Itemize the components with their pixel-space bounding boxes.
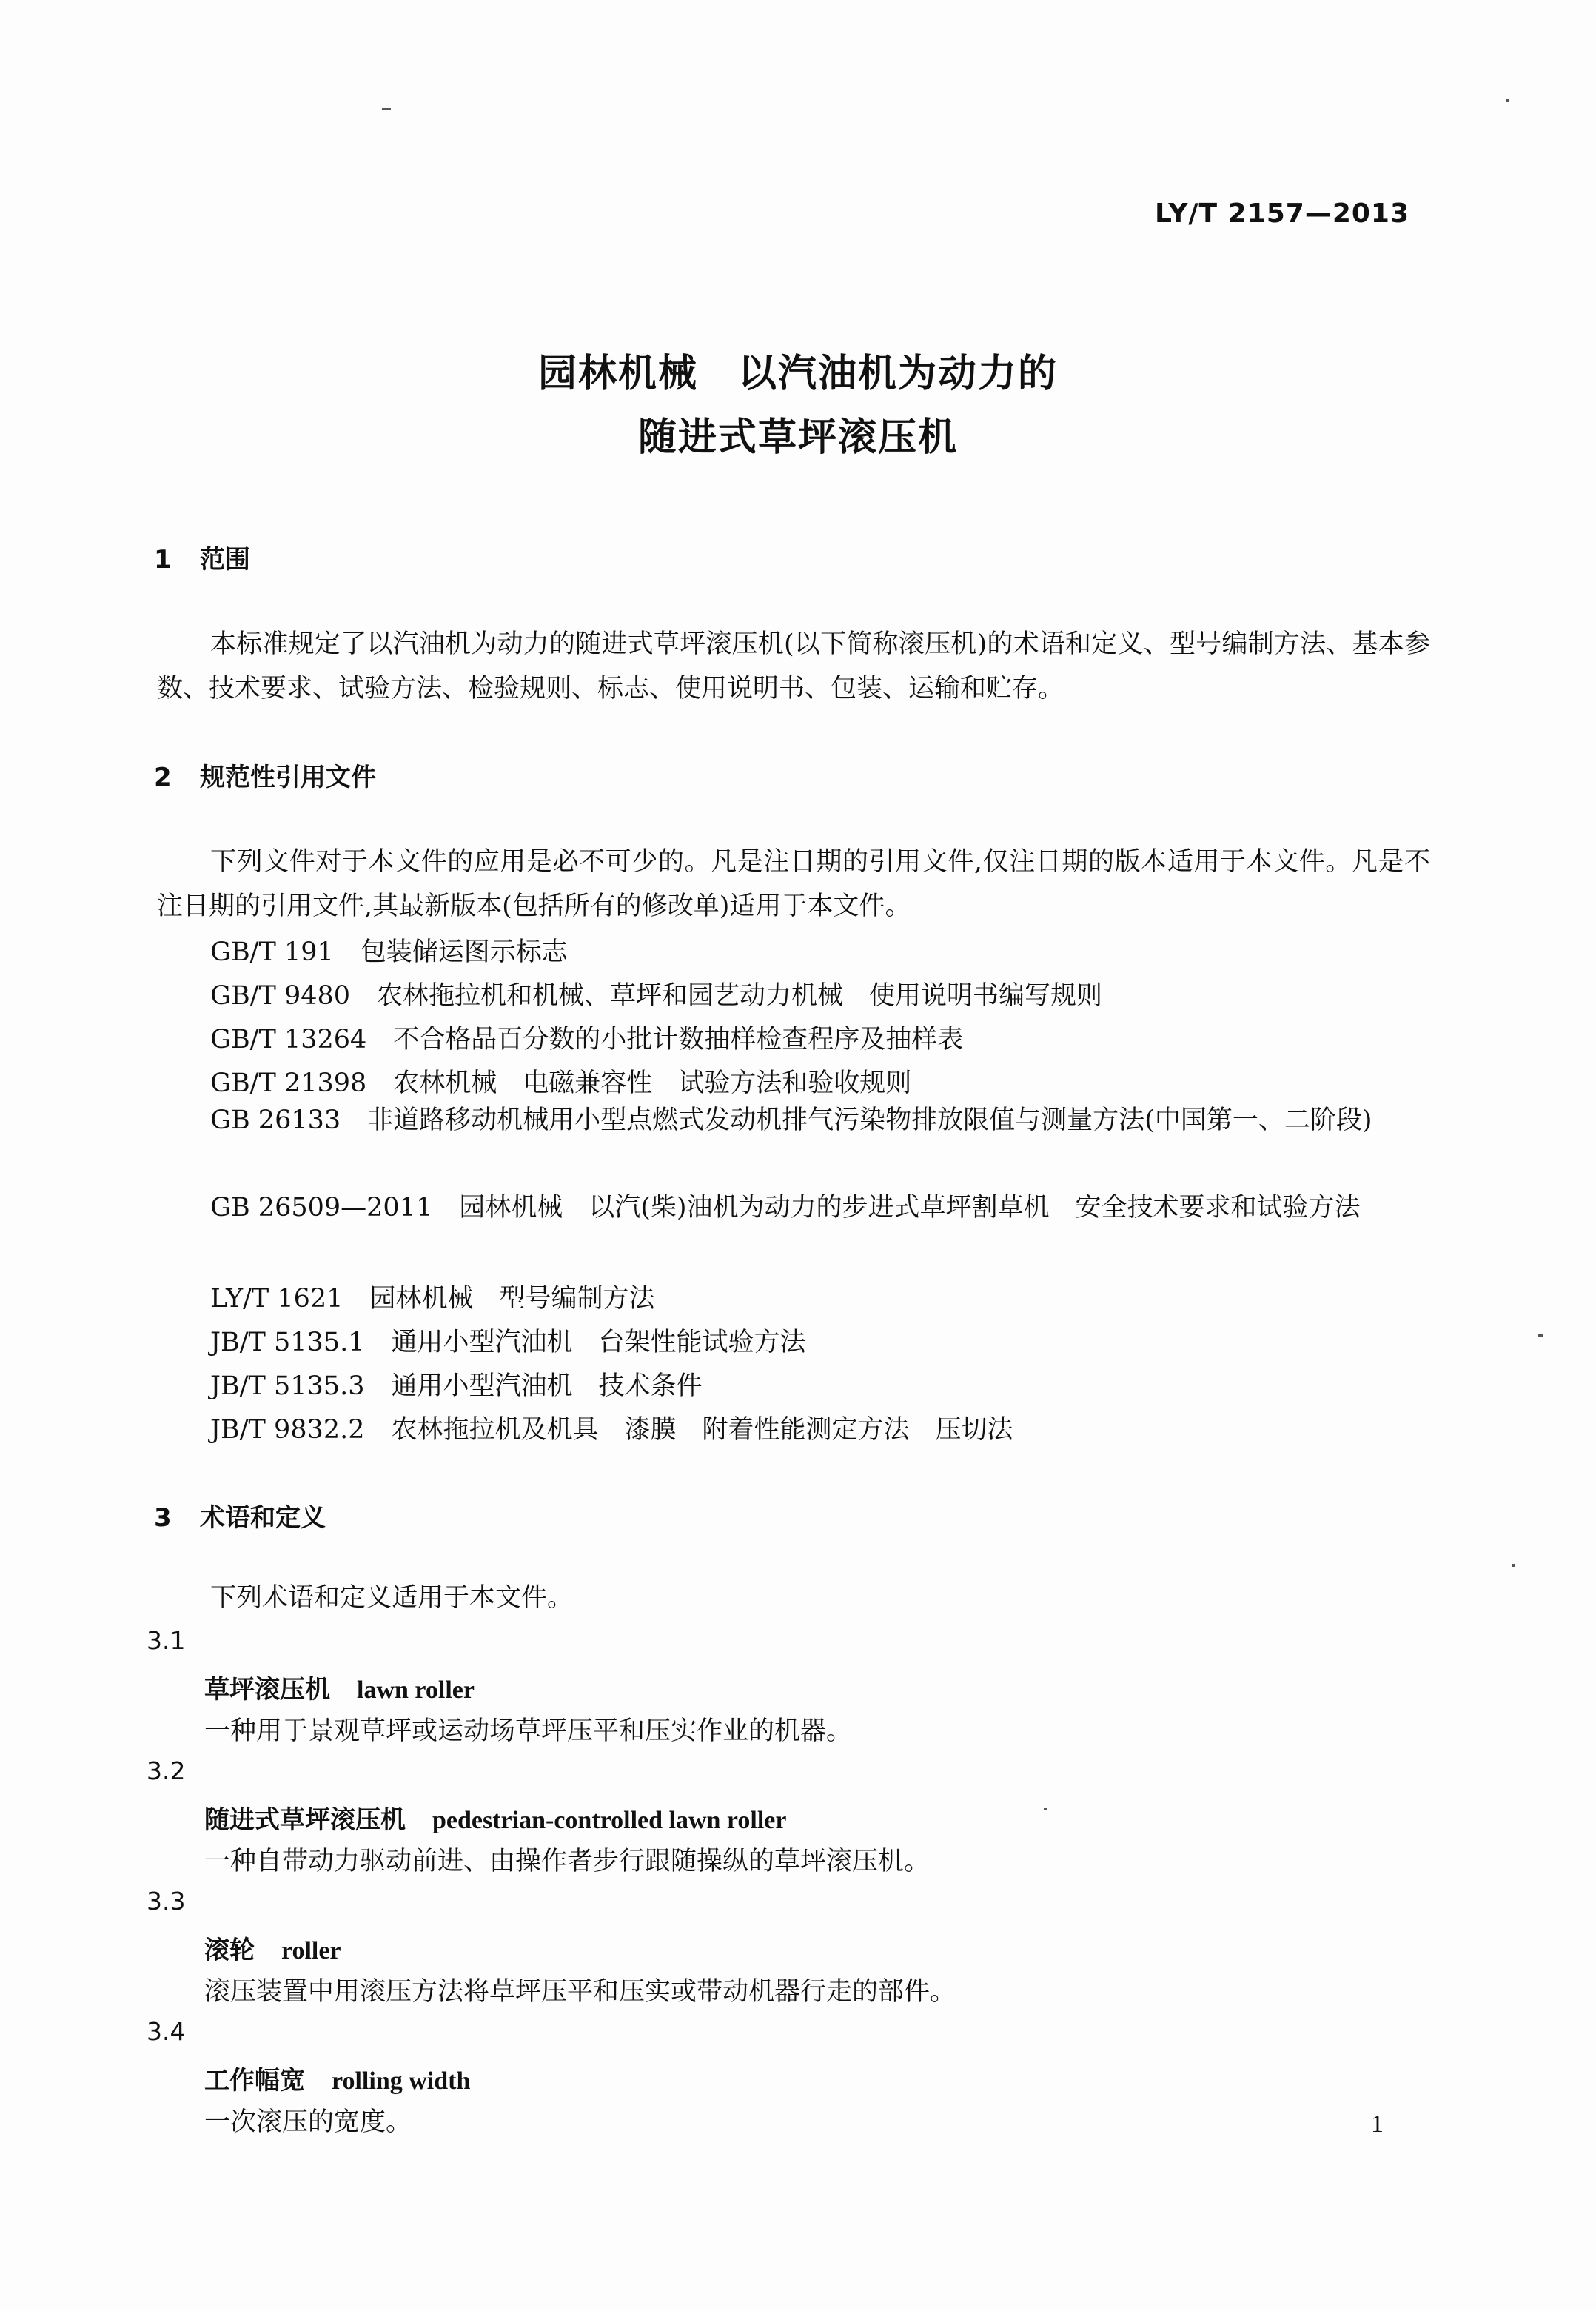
reference-title: 园林机械 以汽(柴)油机为动力的步进式草坪割草机 安全技术要求和试验方法 <box>459 1193 1361 1223</box>
term-number: 3.3 <box>147 1887 186 1916</box>
reference-title: 农林拖拉机和机械、草坪和园艺动力机械 使用说明书编写规则 <box>377 981 1103 1011</box>
scan-speck <box>1044 1808 1047 1810</box>
reference-title: 非道路移动机械用小型点燃式发动机排气污染物排放限值与测量方法(中国第一、二阶段) <box>367 1106 1372 1135</box>
reference-code: GB/T 191 <box>210 937 334 967</box>
term-number: 3.2 <box>147 1756 186 1785</box>
term-definition: 滚压装置中用滚压方法将草坪压平和压实或带动机器行走的部件。 <box>204 1977 956 2007</box>
term-name-en: rolling width <box>332 2067 471 2095</box>
references-intro-paragraph: 下列文件对于本文件的应用是必不可少的。凡是注日期的引用文件,仅注日期的版本适用于本文件。凡是不注日期的引用文件,其最新版本(包括所有的修改单)适用于本文件。 <box>157 847 1430 921</box>
term-definition: 一次滚压的宽度。 <box>204 2107 412 2137</box>
reference-item <box>210 1322 806 1359</box>
reference-code: GB/T 13264 <box>210 1025 367 1054</box>
scan-speck <box>1538 1334 1543 1337</box>
term-name-cn: 滚轮 <box>204 1936 255 1965</box>
reference-code: GB/T 9480 <box>210 981 351 1011</box>
reference-item <box>210 1365 703 1402</box>
section-heading-terms <box>154 1497 326 1534</box>
reference-code: LY/T 1621 <box>210 1284 343 1314</box>
term-name <box>204 1669 475 1705</box>
reference-item <box>210 1063 911 1100</box>
reference-item <box>157 1099 1430 1142</box>
reference-title: 通用小型汽油机 技术条件 <box>391 1371 703 1401</box>
document-title-line2: 随进式草坪滚压机 <box>637 415 958 460</box>
scan-speck <box>1506 99 1509 102</box>
scope-paragraph: 本标准规定了以汽油机为动力的随进式草坪滚压机(以下简称滚压机)的术语和定义、型号编制方法、基本参数、技术要求、试验方法、检验规则、标志、使用说明书、包装、运输和贮存。 <box>157 629 1430 703</box>
reference-title: 通用小型汽油机 台架性能试验方法 <box>391 1328 806 1357</box>
term-number: 3.4 <box>147 2017 186 2046</box>
term-name-en: lawn roller <box>357 1676 475 1704</box>
scan-speck <box>1512 1564 1515 1567</box>
term-name-en: pedestrian-controlled lawn roller <box>432 1807 787 1834</box>
reference-title: 园林机械 型号编制方法 <box>369 1284 655 1314</box>
reference-item <box>210 1278 654 1315</box>
section-title: 术语和定义 <box>200 1503 326 1533</box>
section-number: 3 <box>154 1503 172 1533</box>
section-number: 1 <box>154 545 172 575</box>
section-title: 范围 <box>200 545 250 575</box>
reference-item <box>157 1186 1430 1229</box>
reference-title: 农林拖拉机及机具 漆膜 附着性能测定方法 压切法 <box>391 1415 1013 1445</box>
reference-title: 不合格品百分数的小批计数抽样检查程序及抽样表 <box>393 1025 964 1054</box>
scan-speck <box>382 108 391 110</box>
document-title-line1: 园林机械 以汽油机为动力的 <box>537 352 1058 396</box>
term-name-cn: 工作幅宽 <box>204 2066 305 2096</box>
term-number: 3.1 <box>147 1626 186 1655</box>
reference-item <box>210 1409 1013 1446</box>
term-name-en: roller <box>281 1937 341 1964</box>
terms-intro-paragraph: 下列术语和定义适用于本文件。 <box>210 1583 574 1613</box>
reference-code: JB/T 5135.1 <box>210 1328 365 1357</box>
term-name <box>204 1930 341 1966</box>
term-definition: 一种用于景观草坪或运动场草坪压平和压实作业的机器。 <box>204 1716 853 1746</box>
reference-title: 包装储运图示标志 <box>360 937 568 967</box>
standard-code: LY/T 2157—2013 <box>1155 198 1410 229</box>
section-heading-scope <box>154 539 250 575</box>
section-number: 2 <box>154 763 172 792</box>
term-name <box>204 1799 786 1836</box>
reference-item <box>210 932 568 969</box>
term-name-cn: 草坪滚压机 <box>204 1675 330 1705</box>
page-number: 1 <box>1371 2110 1384 2138</box>
term-name-cn: 随进式草坪滚压机 <box>204 1805 406 1835</box>
reference-code: GB/T 21398 <box>210 1068 367 1098</box>
reference-code: JB/T 9832.2 <box>210 1415 365 1445</box>
reference-item <box>210 1019 963 1056</box>
section-title: 规范性引用文件 <box>200 763 376 792</box>
reference-code: JB/T 5135.3 <box>210 1371 365 1401</box>
term-definition: 一种自带动力驱动前进、由操作者步行跟随操纵的草坪滚压机。 <box>204 1847 931 1876</box>
reference-code: GB 26509—2011 <box>210 1193 433 1223</box>
section-heading-references <box>154 757 376 793</box>
reference-code: GB 26133 <box>210 1106 341 1135</box>
term-name <box>204 2060 470 2096</box>
reference-item <box>210 975 1102 1012</box>
reference-title: 农林机械 电磁兼容性 试验方法和验收规则 <box>393 1068 912 1098</box>
